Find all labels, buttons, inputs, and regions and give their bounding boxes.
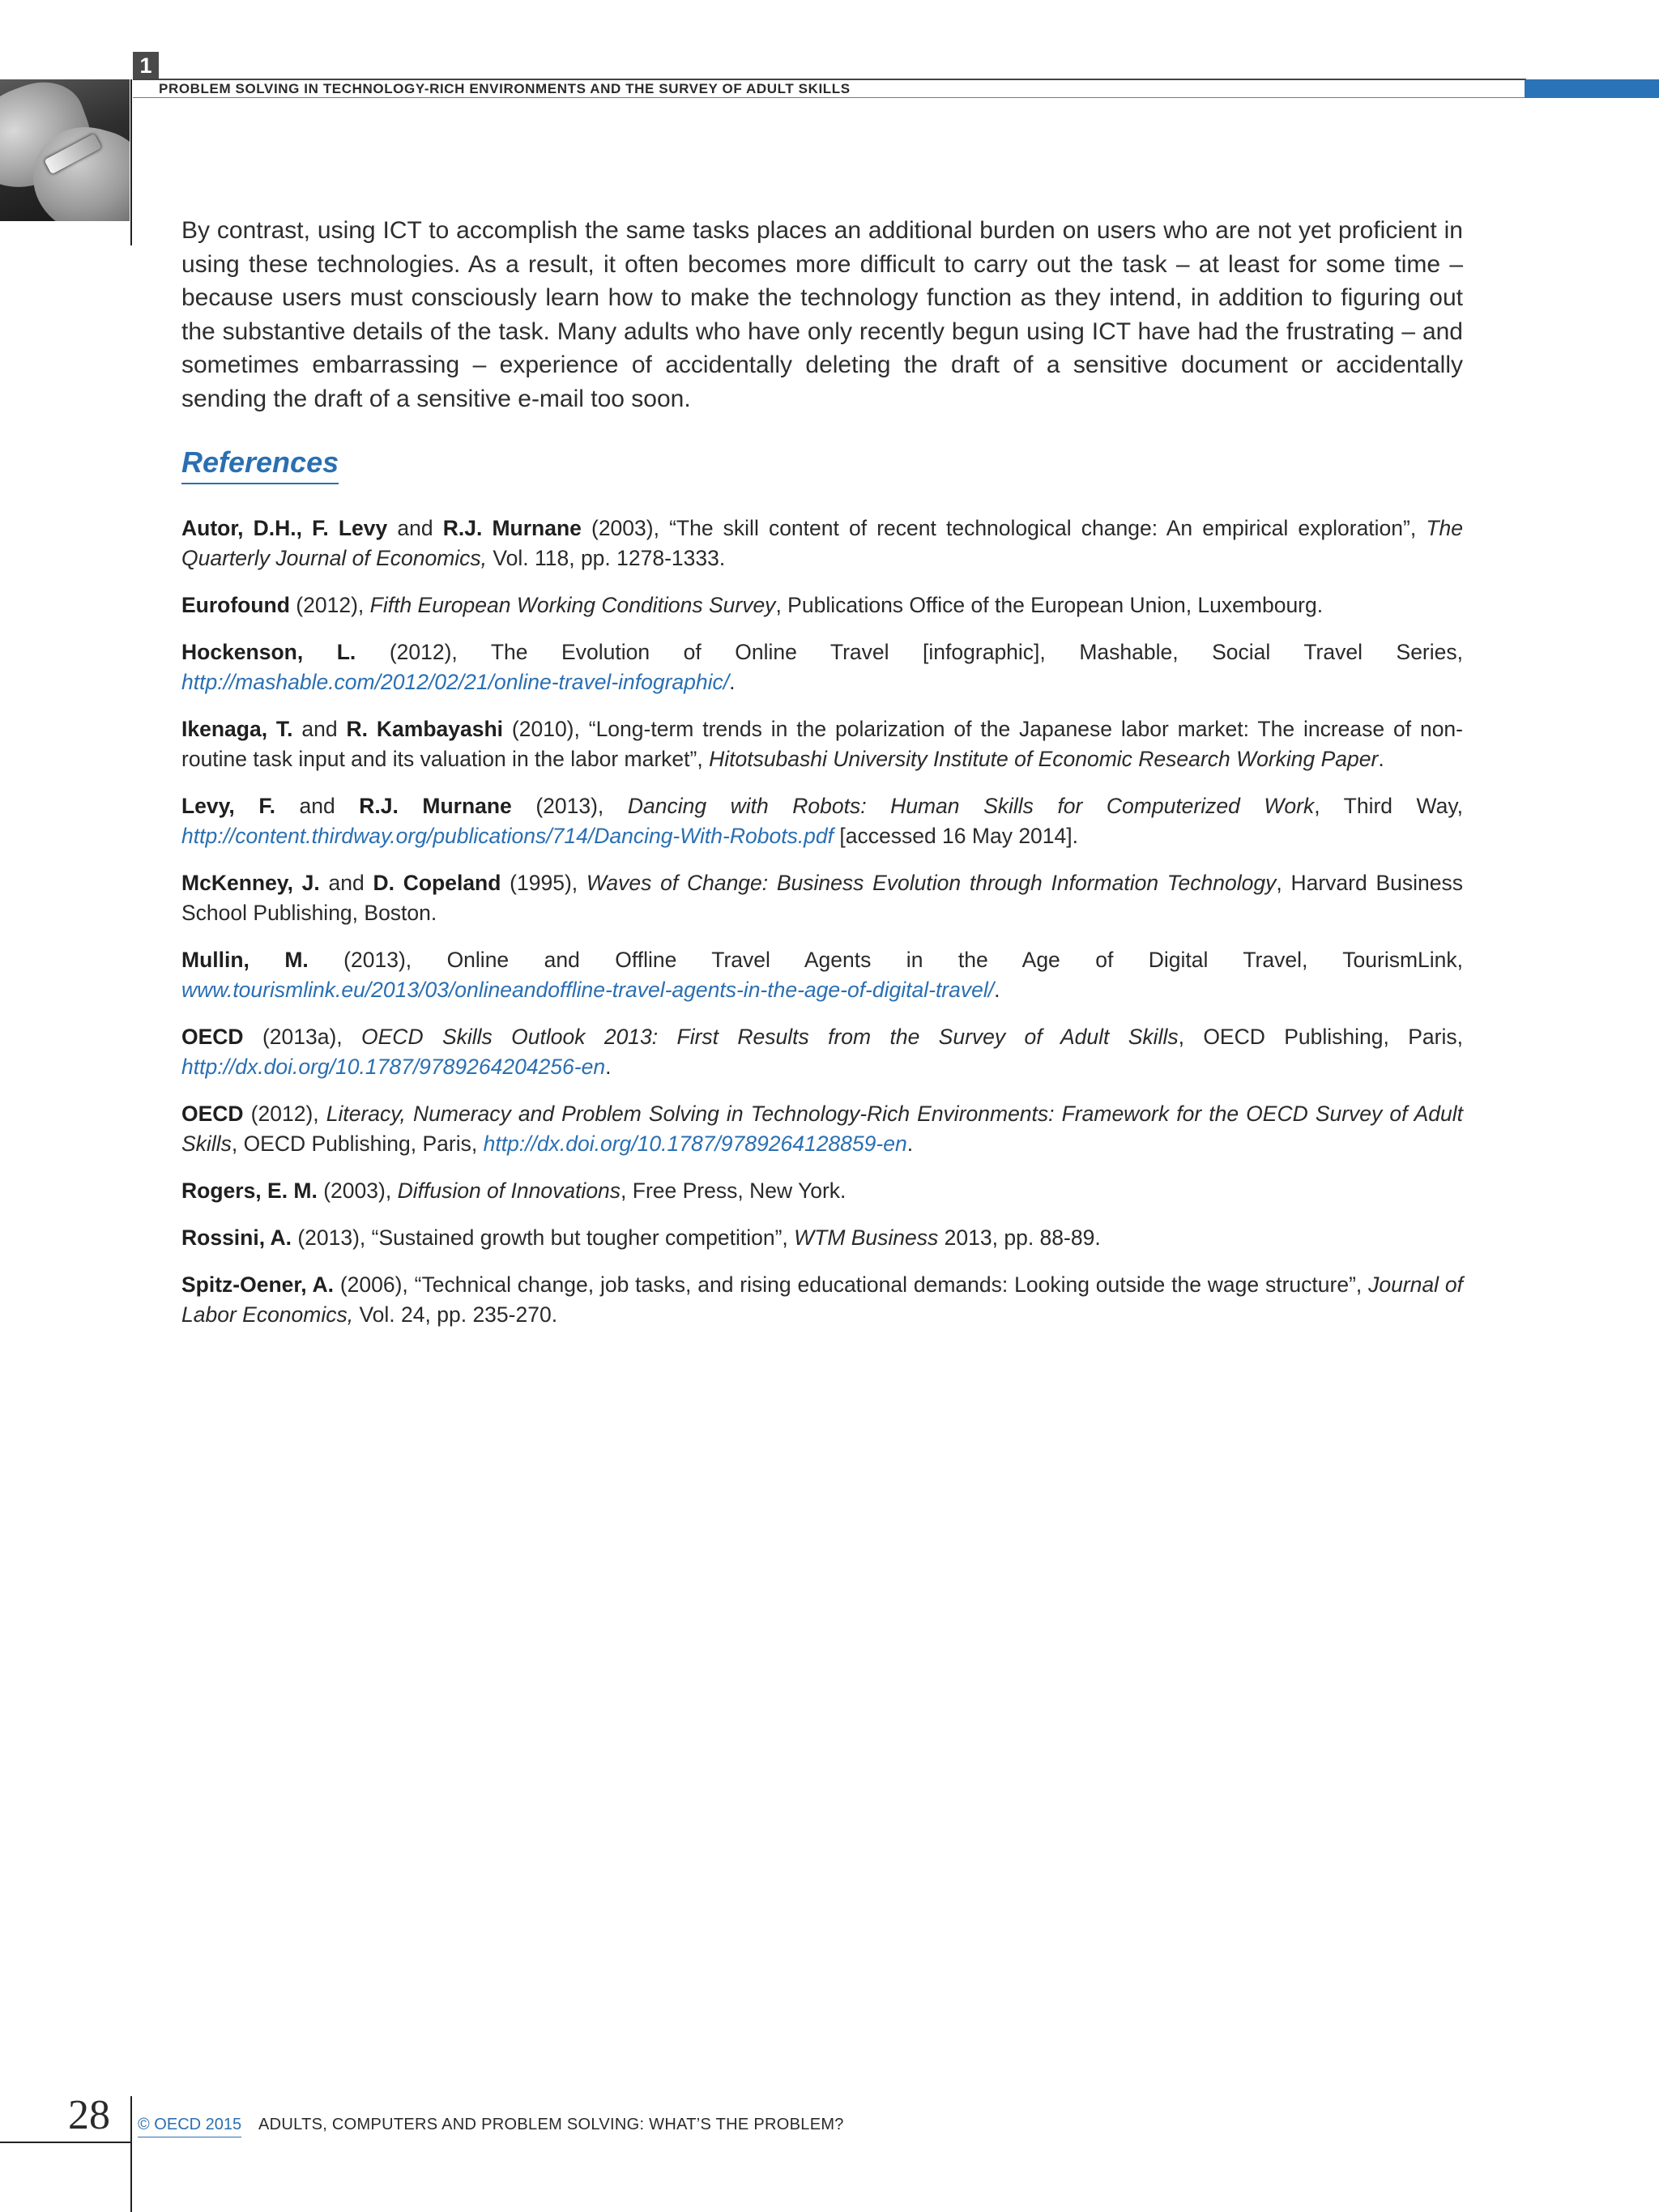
running-header-title: PROBLEM SOLVING IN TECHNOLOGY-RICH ENVIRONMENTS AND THE SURVEY OF ADULT SKILLS <box>159 81 851 96</box>
chapter-number-badge: 1 <box>133 52 159 79</box>
reference-title: Waves of Change: Business Evolution through Information Technology <box>586 871 1277 895</box>
side-vertical-rule <box>130 79 132 245</box>
reference-author: Spitz-Oener, A. <box>181 1272 334 1297</box>
reference-text: (1995), <box>501 871 586 895</box>
reference-text: , Free Press, New York. <box>621 1178 847 1203</box>
reference-title: WTM Business <box>794 1225 939 1250</box>
references-list <box>181 514 1463 1347</box>
reference-author: McKenney, J. <box>181 871 320 895</box>
reference-text: . <box>1378 747 1384 771</box>
reference-text: and <box>292 717 347 741</box>
reference-author: Mullin, M. <box>181 948 309 972</box>
reference-author: Levy, F. <box>181 794 275 818</box>
reference-title: Hitotsubashi University Institute of Economic Research Working Paper <box>709 747 1379 771</box>
footer-publication-title: ADULTS, COMPUTERS AND PROBLEM SOLVING: WHAT’S THE PROBLEM? <box>258 2116 844 2133</box>
body-paragraph: By contrast, using ICT to accomplish the same tasks places an additional burden on users who are not yet proficient in using these technologies. As a result, it often becomes more difficult to carry out the task – at least for some time – because users must consciously learn how to make the technology function as they intend, in addition to figuring out the substantive details of the task. Many adults who have only recently begun using ICT have had the frustrating – and sometimes embarrassing – experience of accidentally deleting the draft of a sensitive document or accidentally sending the draft of a sensitive e-mail too soon. <box>181 217 1463 412</box>
reference-link[interactable]: http://mashable.com/2012/02/21/online-travel-infographic/ <box>181 670 730 694</box>
chapter-photo-hands-with-phone <box>0 79 130 221</box>
reference-title: OECD Skills Outlook 2013: First Results from the Survey of Adult Skills <box>361 1025 1179 1049</box>
reference-text: . <box>605 1055 612 1079</box>
reference-title: The Quarterly Journal of Economics, <box>181 516 1464 570</box>
reference-item <box>181 514 1463 573</box>
reference-text: (2010), “Long-term trends in the polarization of the Japanese labor market: The increase of non-routine task input and its valuation in the labor market”, <box>181 717 1463 771</box>
reference-author: Rogers, E. M. <box>181 1178 318 1203</box>
reference-title: Diffusion of Innovations <box>397 1178 621 1203</box>
reference-text: , OECD Publishing, Paris, <box>231 1132 484 1156</box>
reference-text: 2013, pp. 88-89. <box>938 1225 1101 1250</box>
footer-horizontal-rule <box>0 2142 130 2143</box>
reference-text: (2013), <box>511 794 628 818</box>
footer-copyright[interactable]: © OECD 2015 <box>138 2116 241 2137</box>
reference-item <box>181 637 1463 697</box>
reference-item <box>181 1099 1463 1159</box>
header-accent-bar <box>1525 79 1659 98</box>
reference-author: Hockenson, L. <box>181 640 356 664</box>
reference-title: Literacy, Numeracy and Problem Solving in Technology-Rich Environments: Framework for the OECD Survey of Adult Skills <box>181 1102 1463 1156</box>
reference-text: and <box>275 794 360 818</box>
references-heading: References <box>181 444 339 484</box>
reference-item <box>181 1270 1463 1330</box>
reference-text: (2012), <box>243 1102 326 1126</box>
reference-author: Autor, D.H., F. Levy <box>181 516 388 540</box>
reference-item <box>181 868 1463 928</box>
reference-text: and <box>387 516 443 540</box>
reference-text: [accessed 16 May 2014]. <box>834 824 1078 848</box>
reference-title: Fifth European Working Conditions Survey <box>369 593 776 617</box>
reference-text: , OECD Publishing, Paris, <box>1178 1025 1463 1049</box>
reference-author: Eurofound <box>181 593 290 617</box>
reference-text: , Third Way, <box>1314 794 1463 818</box>
reference-link[interactable]: http://content.thirdway.org/publications/714/Dancing-With-Robots.pdf <box>181 824 834 848</box>
reference-text: Vol. 24, pp. 235-270. <box>353 1302 558 1327</box>
reference-title: Journal of Labor Economics, <box>181 1272 1463 1327</box>
reference-item <box>181 714 1463 774</box>
footer-vertical-rule <box>130 2096 132 2212</box>
header-rule-top <box>133 79 1526 80</box>
reference-link[interactable]: www.tourismlink.eu/2013/03/onlineandoffline-travel-agents-in-the-age-of-digital-travel/ <box>181 978 995 1002</box>
reference-item <box>181 1223 1463 1253</box>
reference-author: R.J. Murnane <box>359 794 512 818</box>
reference-text: (2013), “Sustained growth but tougher competition”, <box>291 1225 795 1250</box>
reference-title: Dancing with Robots: Human Skills for Computerized Work <box>627 794 1315 818</box>
reference-item <box>181 1022 1463 1082</box>
reference-link[interactable]: http://dx.doi.org/10.1787/9789264128859-en <box>483 1132 907 1156</box>
reference-text: Vol. 118, pp. 1278-1333. <box>487 546 726 570</box>
reference-text: (2012), The Evolution of Online Travel [infographic], Mashable, Social Travel Series, <box>356 640 1463 664</box>
reference-text: and <box>319 871 373 895</box>
page-number: 28 <box>68 2092 110 2138</box>
reference-text: (2006), “Technical change, job tasks, and rising educational demands: Looking outside the wage structure”, <box>333 1272 1369 1297</box>
reference-author: R.J. Murnane <box>442 516 582 540</box>
reference-author: Rossini, A. <box>181 1225 292 1250</box>
reference-text: (2003), “The skill content of recent technological change: An empirical exploration”, <box>581 516 1427 540</box>
reference-text: . <box>729 670 736 694</box>
reference-item <box>181 791 1463 851</box>
reference-item <box>181 590 1463 620</box>
reference-text: (2012), <box>289 593 370 617</box>
header-rule-bottom <box>133 97 1526 98</box>
reference-item <box>181 945 1463 1005</box>
reference-link[interactable]: http://dx.doi.org/10.1787/9789264204256-en <box>181 1055 606 1079</box>
reference-item <box>181 1176 1463 1206</box>
reference-text: (2003), <box>317 1178 398 1203</box>
reference-author: D. Copeland <box>373 871 501 895</box>
reference-text: . <box>994 978 1000 1002</box>
reference-text: . <box>906 1132 914 1156</box>
reference-text: , Harvard Business School Publishing, Boston. <box>181 871 1463 925</box>
reference-text: (2013), Online and Offline Travel Agents in the Age of Digital Travel, TourismLink, <box>308 948 1464 972</box>
reference-author: OECD <box>181 1102 244 1126</box>
reference-author: Ikenaga, T. <box>181 717 293 741</box>
reference-text: , Publications Office of the European Union, Luxembourg. <box>775 593 1324 617</box>
reference-author: R. Kambayashi <box>346 717 504 741</box>
reference-author: OECD <box>181 1025 244 1049</box>
reference-text: (2013a), <box>243 1025 362 1049</box>
